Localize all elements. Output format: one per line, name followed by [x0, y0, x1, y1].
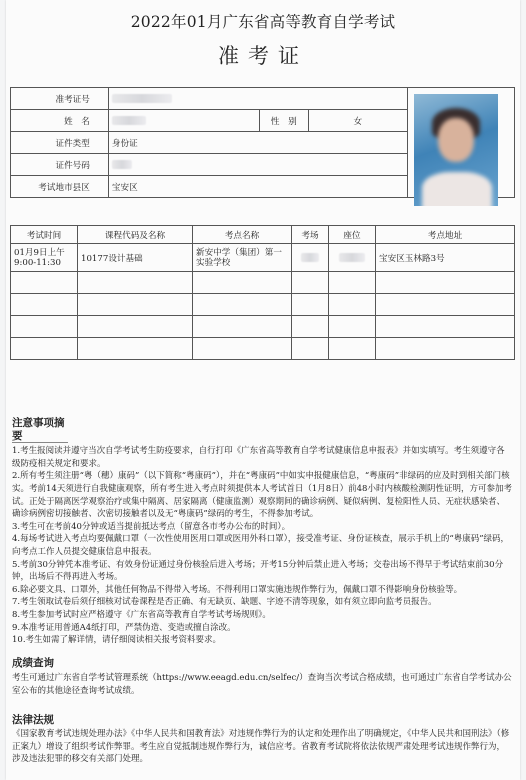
exam-no-value — [108, 88, 407, 110]
row-time: 01月9日上午 9:00-11:30 — [11, 244, 78, 272]
note-item: 2.所有考生须注册“粤（穗）康码”（以下简称“粤康码”），并在“粤康码”中如实申报健康信息，“粤康码”非绿码的应及时到相关部门核实。考前14天须进行自我健康观察，所有考生进入考点时须提供本人考试首日（1月8日）前48小时内核酸检测阴性证明，方可参加考试。正处于隔离医学观察治疗或集中隔离、居家隔离（健康监测）观察期间的确诊病例、疑似病例、复检阳性人员、无症状感染者、确诊病例密切接触者、次密切接触者以及无“粤康码”绿码的考生，不得参加考试。 — [12, 471, 512, 520]
notes-title: 注意事项摘要 — [12, 417, 68, 443]
redacted-value — [112, 94, 172, 103]
document-title: 2022年01月广东省高等教育自学考试 — [130, 13, 396, 31]
row-site: 新安中学（集团）第一实验学校 — [193, 244, 292, 272]
row-address: 宝安区玉林路3号 — [376, 244, 515, 272]
note-item: 8.考生参加考试时应严格遵守《广东省高等教育自学考试考场规则》。 — [12, 609, 271, 620]
id-no-value — [108, 154, 407, 176]
photo-image — [414, 94, 498, 206]
photo-shirt — [422, 172, 492, 206]
header-room: 考场 — [292, 226, 329, 244]
note-item: 9.本准考证用普通A4纸打印，严禁伪造、变造或擅自涂改。 — [12, 622, 236, 633]
notes-section — [12, 417, 512, 647]
photo-face — [438, 118, 474, 162]
empty-row — [11, 294, 515, 316]
note-item: 10.考生如需了解详情，请仔细阅读相关报考资料要求。 — [12, 635, 222, 646]
law-text: 《国家教育考试违规处理办法》《中华人民共和国教育法》对违规作弊行为的认定和处理作出了明确规定，《中华人民共和国刑法》（修正案九）增设了组织考试作弊罪。考生应自觉抵制违规作弊行为，诚信应考。省教育考试院将依法依规严肃处理考试违规作弊行为，涉及违法犯罪的移交有关部门处理。 — [12, 729, 510, 765]
note-item: 6.除必要文具、口罩外，其他任何物品不得带入考场。不得利用口罩实施违规作弊行为，佩戴口罩不得影响身份核验等。 — [12, 584, 463, 595]
gender-label: 性 别 — [259, 110, 308, 132]
candidate-info-table — [10, 87, 515, 198]
header-seat: 座位 — [329, 226, 376, 244]
note-item: 3.考生可在考前40分钟或适当提前抵达考点（留意各市考办公布的时间）。 — [12, 521, 291, 532]
name-label: 姓 名 — [11, 110, 109, 132]
header-time: 考试时间 — [11, 226, 78, 244]
exam-no-label: 准考证号 — [11, 88, 109, 110]
exam-schedule-table — [10, 225, 515, 360]
region-label: 考试地市县区 — [11, 176, 109, 198]
id-no-label: 证件号码 — [11, 154, 109, 176]
row-seat — [329, 244, 376, 272]
redacted-value — [339, 253, 365, 262]
empty-row — [11, 338, 515, 360]
row-room — [292, 244, 329, 272]
gender-value: 女 — [308, 110, 407, 132]
empty-row — [11, 272, 515, 294]
redacted-value — [301, 253, 319, 262]
id-type-label: 证件类型 — [11, 132, 109, 154]
row-course: 10177设计基础 — [78, 244, 193, 272]
candidate-photo — [407, 88, 514, 198]
note-item: 4.每场考试进入考点均要佩戴口罩（一次性使用医用口罩或医用外科口罩），接受准考证、身份证核查，展示手机上的“粤康码”绿码，向考点工作人员提交健康信息申报表。 — [12, 534, 510, 557]
note-item: 7.考生领取试卷后须仔细核对试卷课程是否正确、有无缺页、缺题、字迹不清等现象，如有须立即向监考员报告。 — [12, 597, 437, 608]
results-text: 考生可通过广东省自学考试管理系统（https://www.eeagd.edu.cn/selfec/）查询当次考试合格成绩，也可通过广东省自学考试办公室公布的其他途径查询考试成绩。 — [12, 673, 512, 696]
note-item: 5.考前30分钟凭本准考证、有效身份证通过身份核验后进入考场；开考15分钟后禁止进入考场；交卷出场不得早于考试结束前30分钟，出场后不得再进入考场。 — [12, 559, 504, 583]
results-title: 成绩查询 — [12, 657, 54, 669]
empty-row — [11, 316, 515, 338]
law-title: 法律法规 — [12, 714, 54, 726]
note-item: 1.考生报阅读并遵守当次自学考试考生防疫要求，自行打印《广东省高等教育自学考试健康信息申报表》并如实填写。考生须遵守各级防疫相关规定和要求。 — [12, 446, 505, 469]
header-course: 课程代码及名称 — [78, 226, 193, 244]
id-type-value: 身份证 — [108, 132, 407, 154]
region-value: 宝安区 — [108, 176, 407, 198]
header-site: 考点名称 — [193, 226, 292, 244]
header-address: 考点地址 — [376, 226, 515, 244]
redacted-value — [112, 116, 146, 125]
document-subtitle: 准考证 — [218, 44, 308, 68]
name-value — [108, 110, 259, 132]
redacted-value — [112, 160, 132, 169]
